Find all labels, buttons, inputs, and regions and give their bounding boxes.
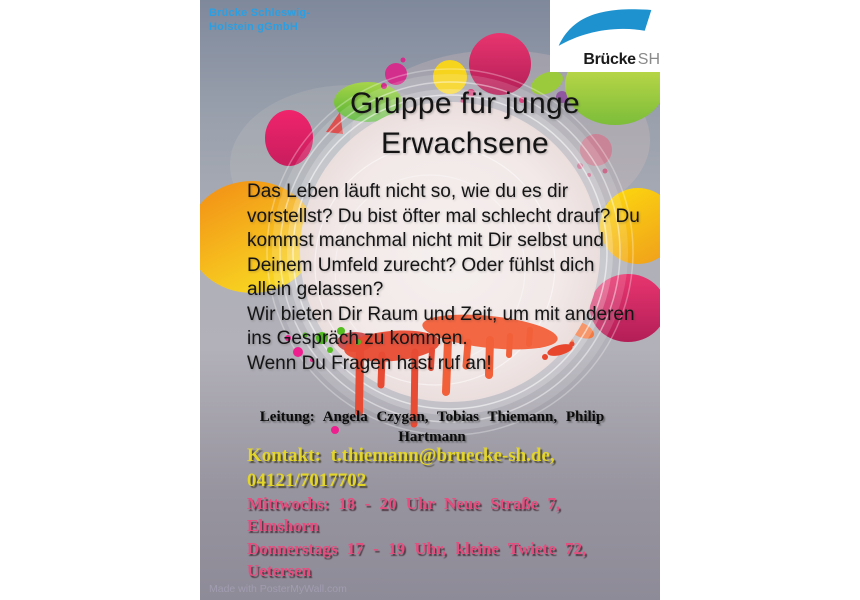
logo-text-light: SH [637,51,660,68]
logo-brucke-sh [550,0,660,72]
body-text [247,180,642,376]
body-paragraph-1: Das Leben läuft nicht so, wie du es dir vorstellst? Du bist öfter mal schlecht drauf? Du kommst manchmal nicht mit Dir selbst und Deinem Umfeld zurecht? Oder fühlst dich allein gelassen? [247,181,640,300]
schedule-donnerstags: Donnerstags 17 - 19 Uhr, kleine Twiete 72, Uetersen [247,539,587,581]
logo-wave-icon [553,2,657,52]
kontakt-line: Kontakt: t.thiemann@bruecke-sh.de, 04121/7017702 [247,445,555,491]
logo-text-bold: Brücke [583,51,636,68]
poster [200,0,660,600]
watermark: Made with PosterMyWall.com [209,583,347,595]
logo-wordmark [583,51,660,69]
schedule-mittwochs: Mittwochs: 18 - 20 Uhr Neue Straße 7, Elmshorn [247,494,561,536]
body-paragraph-2: Wir bieten Dir Raum und Zeit, um mit anderen ins Gespräch zu kommen. [247,303,635,349]
org-name: Brücke Schleswig-Holstein gGmbH [209,7,311,34]
leitung-line: Leitung: Angela Czygan, Tobias Thiemann, Philip Hartmann [259,409,605,445]
body-paragraph-3: Wenn Du Fragen hast ruf an! [247,352,492,374]
poster-title: Gruppe für junge Erwachsene [350,87,580,160]
